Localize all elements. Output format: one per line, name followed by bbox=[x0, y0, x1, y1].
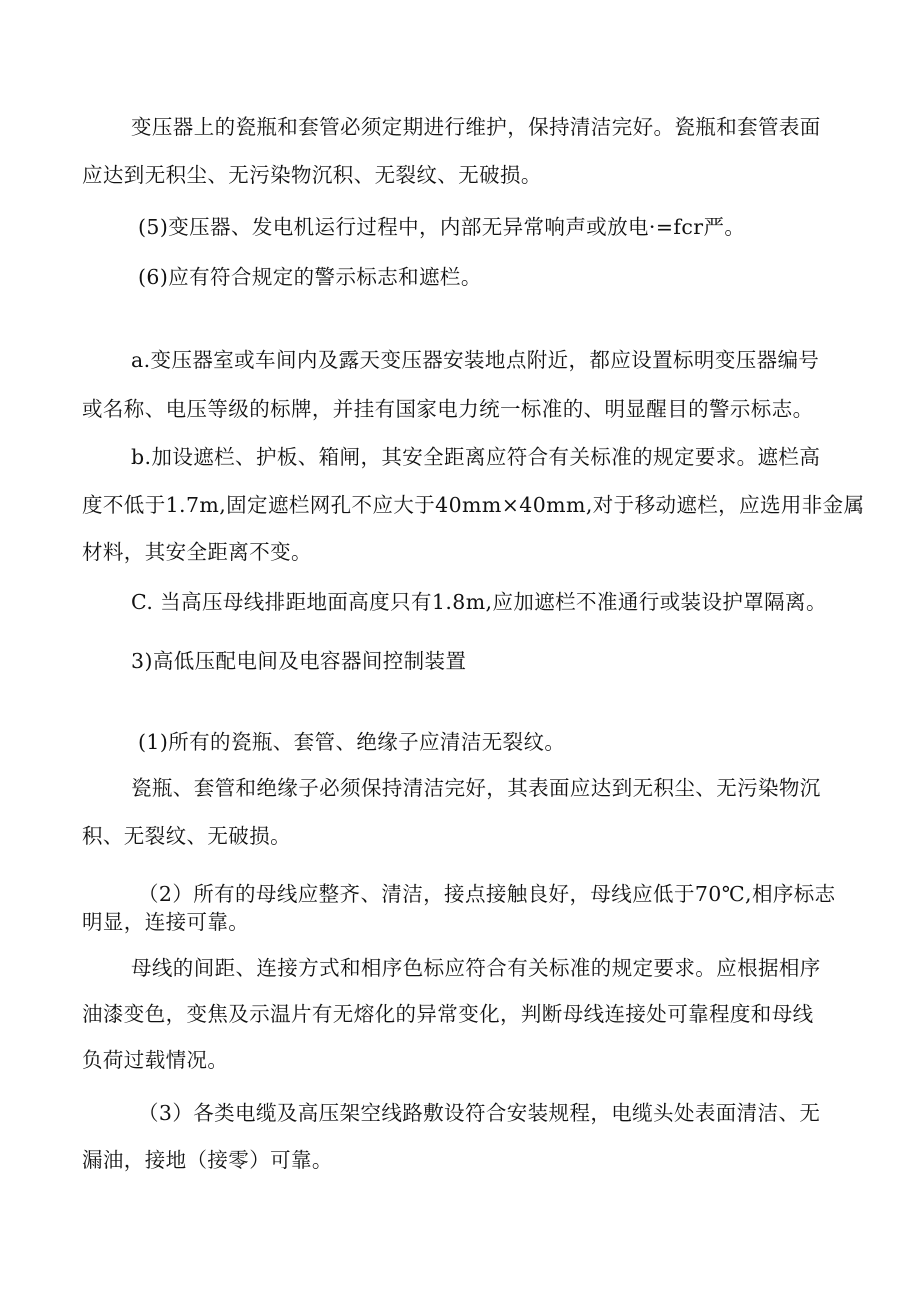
text-line: 度不低于1.7m,固定遮栏网孔不应大于40mm×40mm,对于移动遮栏，应选用非金属 bbox=[82, 493, 865, 517]
text-line: a.变压器室或车间内及露天变压器安装地点附近，都应设置标明变压器编号 bbox=[131, 348, 820, 372]
text-line: 漏油，接地（接零）可靠。 bbox=[82, 1148, 333, 1172]
text-line: 积、无裂纹、无破损。 bbox=[82, 824, 291, 848]
text-line: C. 当高压母线排距地面高度只有1.8m,应加遮栏不准通行或装设护罩隔离。 bbox=[131, 590, 827, 614]
text-line: (5)变压器、发电机运行过程中，内部无异常响声或放电·=fcr严。 bbox=[138, 215, 746, 239]
text-line: 或名称、电压等级的标牌，并挂有国家电力统一标准的、明显醒目的警示标志。 bbox=[82, 397, 814, 421]
text-line: 3)高低压配电间及电容器间控制装置 bbox=[131, 649, 467, 673]
text-line: 瓷瓶、套管和绝缘子必须保持清洁完好，其表面应达到无积尘、无污染物沉 bbox=[131, 776, 821, 800]
text-line: 母线的间距、连接方式和相序色标应符合有关标准的规定要求。应根据相序 bbox=[131, 956, 821, 980]
text-line: （2）所有的母线应整齐、清洁，接点接触良好，母线应低于70℃,相序标志 bbox=[138, 882, 836, 906]
text-line: (6)应有符合规定的警示标志和遮栏。 bbox=[138, 265, 482, 289]
text-line: 油漆变色，变焦及示温片有无熔化的异常变化，判断母线连接处可靠程度和母线 bbox=[82, 1002, 814, 1026]
text-line: 负荷过载情况。 bbox=[82, 1048, 229, 1072]
text-line: 材料，其安全距离不变。 bbox=[82, 540, 312, 564]
text-line: b.加设遮栏、护板、箱闸，其安全距离应符合有关标准的规定要求。遮栏高 bbox=[131, 445, 821, 469]
text-line: 变压器上的瓷瓶和套管必须定期进行维护，保持清洁完好。瓷瓶和套管表面 bbox=[131, 115, 821, 139]
text-line: 应达到无积尘、无污染物沉积、无裂纹、无破损。 bbox=[82, 163, 542, 187]
text-line: (1)所有的瓷瓶、套管、绝缘子应清洁无裂纹。 bbox=[138, 730, 566, 754]
text-line: （3）各类电缆及高压架空线路敷设符合安装规程，电缆头处表面清洁、无 bbox=[138, 1101, 821, 1125]
text-line: 明显，连接可靠。 bbox=[82, 910, 250, 934]
